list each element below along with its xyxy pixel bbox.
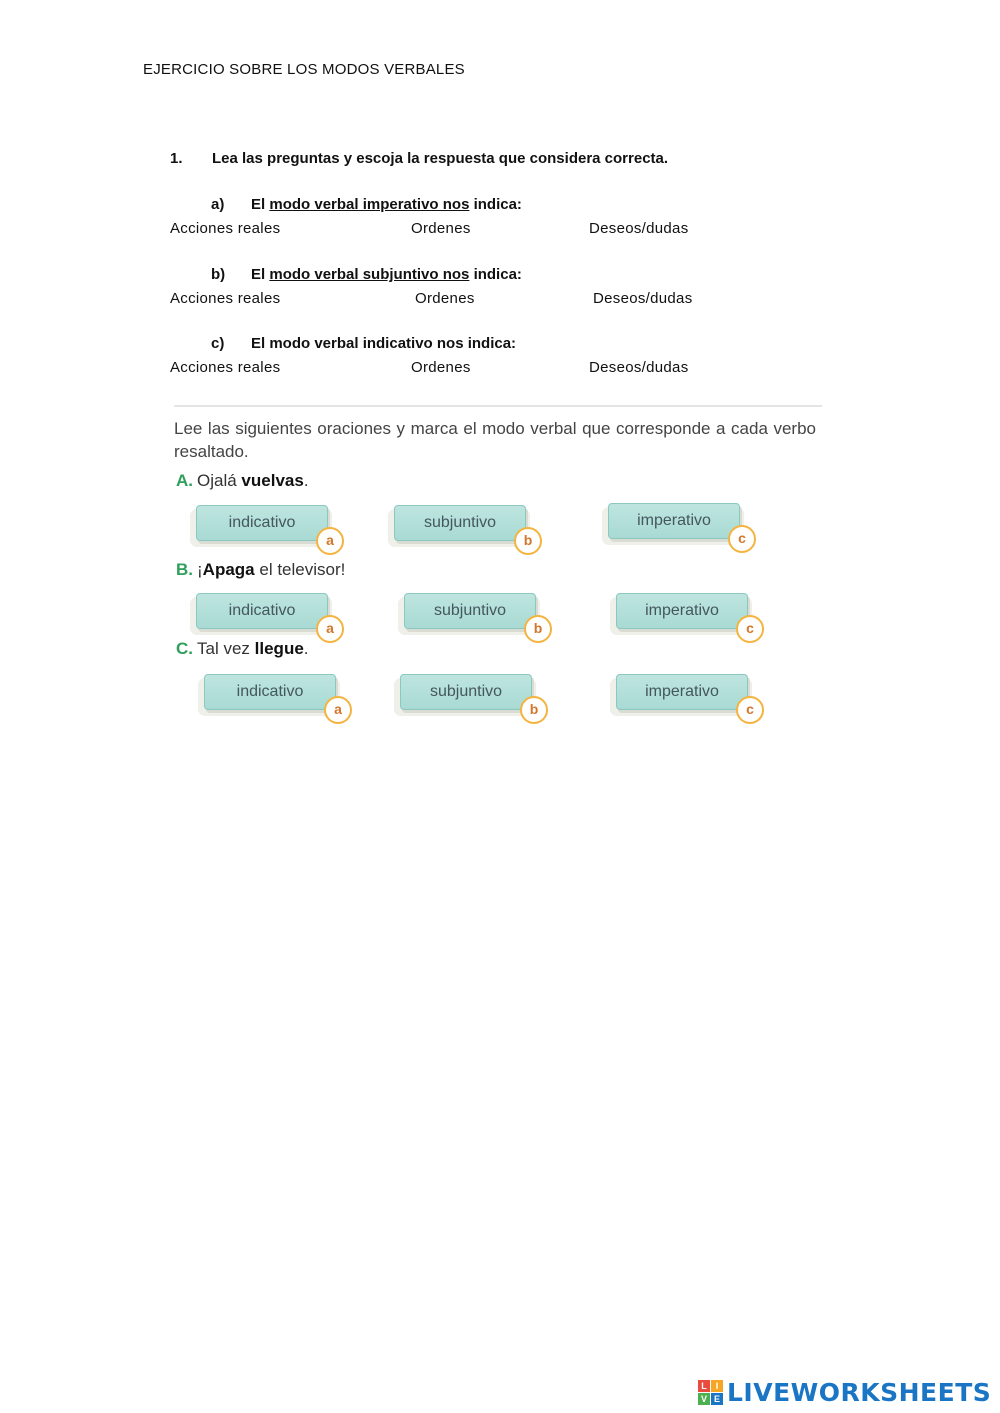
question-number: 1.: [170, 150, 183, 167]
logo-text: LIVEWORKSHEETS: [727, 1378, 992, 1407]
question-1-heading: [170, 150, 668, 167]
choice-badge: a: [316, 615, 344, 643]
question-1-text: Lea las preguntas y escoja la respuesta que considera correcta.: [212, 150, 669, 167]
subquestion-c: [211, 335, 516, 352]
instructions-text: Lee las siguientes oraciones y marca el modo verbal que corresponde a cada verbo resaltado.: [174, 419, 816, 461]
choice-imperativo-a[interactable]: [602, 503, 762, 553]
subquestion-b: [211, 266, 522, 283]
choice-label[interactable]: imperativo: [608, 503, 740, 539]
highlighted-verb: vuelvas: [241, 471, 304, 490]
choice-label[interactable]: imperativo: [616, 674, 748, 710]
choice-subjuntivo-b[interactable]: [398, 593, 558, 643]
highlighted-verb: llegue: [254, 639, 304, 658]
choice-badge: b: [520, 696, 548, 724]
subquestion-underlined: modo verbal subjuntivo nos: [269, 266, 470, 283]
subquestion-letter: a): [211, 196, 225, 213]
option-acciones-reales[interactable]: Acciones reales: [170, 220, 281, 237]
sentence-a: [176, 471, 309, 491]
sentence-text: el televisor!: [259, 560, 346, 579]
choice-label[interactable]: indicativo: [196, 505, 328, 541]
logo-mark-letter: E: [711, 1393, 723, 1405]
option-deseos-dudas[interactable]: Deseos/dudas: [593, 290, 693, 307]
sentence-text: Tal vez: [197, 639, 250, 658]
liveworksheets-mark-icon: [698, 1380, 723, 1405]
choice-badge: c: [728, 525, 756, 553]
subquestion-prefix: El: [251, 196, 266, 213]
choice-imperativo-b[interactable]: [610, 593, 770, 643]
choice-imperativo-c[interactable]: [610, 674, 770, 724]
option-deseos-dudas[interactable]: Deseos/dudas: [589, 220, 689, 237]
sentence-marker: C.: [176, 639, 193, 658]
choice-badge: a: [324, 696, 352, 724]
sentence-marker: B.: [176, 560, 193, 579]
choice-badge: a: [316, 527, 344, 555]
sentence-c: [176, 639, 309, 659]
choice-badge: c: [736, 615, 764, 643]
option-ordenes[interactable]: Ordenes: [411, 220, 471, 237]
divider: [174, 405, 822, 407]
subquestion-prefix: El modo verbal indicativo nos indica:: [251, 335, 517, 352]
option-ordenes[interactable]: Ordenes: [415, 290, 475, 307]
logo-mark-letter: V: [698, 1393, 710, 1405]
choice-label[interactable]: indicativo: [196, 593, 328, 629]
sentence-text: Ojalá: [197, 471, 237, 490]
subquestion-underlined: modo verbal imperativo nos: [269, 196, 470, 213]
option-deseos-dudas[interactable]: Deseos/dudas: [589, 359, 689, 376]
logo-mark-letter: L: [698, 1380, 710, 1392]
option-acciones-reales[interactable]: Acciones reales: [170, 359, 281, 376]
subquestion-letter: c): [211, 335, 225, 352]
highlighted-verb: Apaga: [202, 560, 255, 579]
choice-badge: b: [514, 527, 542, 555]
page-title: EJERCICIO SOBRE LOS MODOS VERBALES: [143, 61, 465, 78]
choice-badge: c: [736, 696, 764, 724]
sentence-text: ¡: [197, 560, 203, 579]
choice-label[interactable]: indicativo: [204, 674, 336, 710]
choice-label[interactable]: subjuntivo: [400, 674, 532, 710]
choice-label[interactable]: subjuntivo: [404, 593, 536, 629]
choice-label[interactable]: imperativo: [616, 593, 748, 629]
option-ordenes[interactable]: Ordenes: [411, 359, 471, 376]
sentence-text: .: [303, 639, 309, 658]
subquestion-a: [211, 196, 522, 213]
choice-indicativo-c[interactable]: [198, 674, 358, 724]
choice-indicativo-a[interactable]: [190, 505, 350, 555]
subquestion-suffix: indica:: [473, 196, 522, 213]
choice-subjuntivo-c[interactable]: [394, 674, 554, 724]
sentence-b: [176, 560, 345, 580]
subquestion-prefix: El: [251, 266, 266, 283]
choice-indicativo-b[interactable]: [190, 593, 350, 643]
option-acciones-reales[interactable]: Acciones reales: [170, 290, 281, 307]
choice-label[interactable]: subjuntivo: [394, 505, 526, 541]
sentence-marker: A.: [176, 471, 193, 490]
logo-mark-letter: I: [711, 1380, 723, 1392]
sentence-text: .: [303, 471, 309, 490]
subquestion-letter: b): [211, 266, 226, 283]
choice-subjuntivo-a[interactable]: [388, 505, 548, 555]
subquestion-suffix: indica:: [473, 266, 522, 283]
liveworksheets-logo: [698, 1378, 991, 1407]
choice-badge: b: [524, 615, 552, 643]
